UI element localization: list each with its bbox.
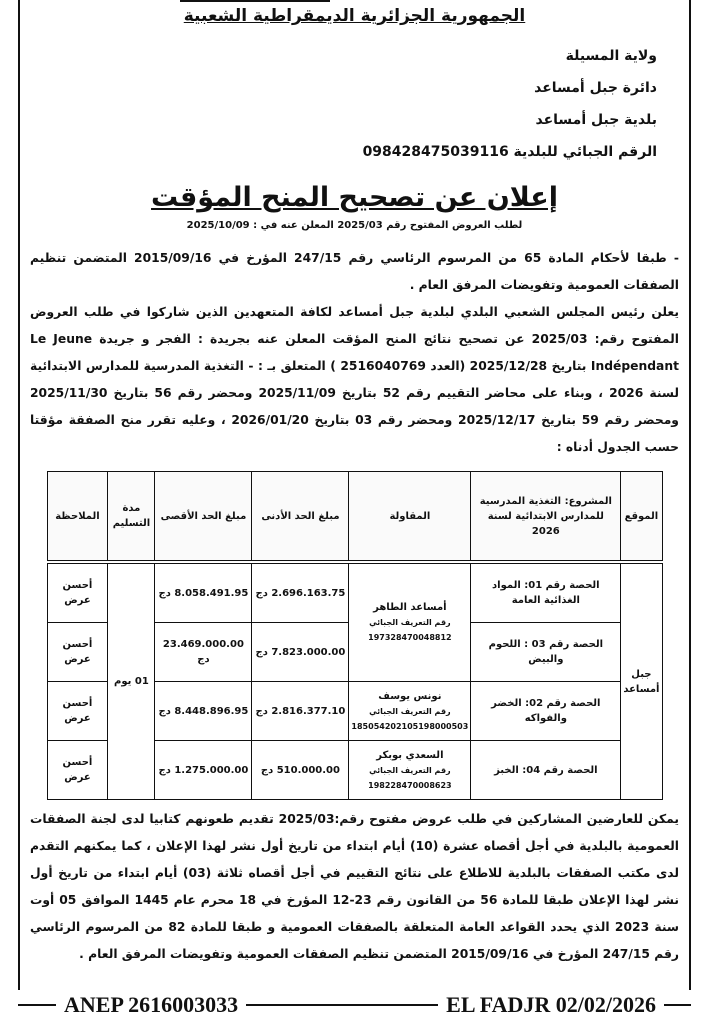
min-amount-cell: 7.823.000.00 دج [252, 623, 349, 682]
contractor-name: نونس يوسف [378, 690, 442, 702]
max-amount-cell: 23.469.000.00 دج [155, 623, 252, 682]
col-max-amount: مبلغ الحد الأقصى [155, 472, 252, 563]
contractor-tax-id: 185054202105198000503 [351, 721, 469, 731]
delay-cell: 01 يوم [108, 562, 155, 800]
tax-id-label: رقم التعريف الجبائي [369, 765, 451, 775]
table-row [47, 562, 662, 623]
col-contractor: المقاولة [349, 472, 471, 563]
contractor-tax-id: 197328470048812 [368, 633, 452, 642]
award-table [47, 471, 663, 800]
contractor-cell [349, 562, 471, 682]
tax-id: الرقم الجبائي للبلدية 098428475039116 [362, 144, 657, 160]
footer-line-middle [246, 1004, 438, 1006]
footer-line-left [18, 1004, 56, 1006]
lot-cell: الحصة رقم 03 : اللحوم والبيض [471, 623, 621, 682]
anep-number: ANEP 2616003033 [64, 992, 239, 1017]
contractor-tax-id: 198228470008623 [368, 780, 452, 790]
max-amount-cell: 8.448.896.95 دج [155, 682, 252, 741]
lot-cell: الحصة رقم 01: المواد الغذائية العامة [471, 562, 621, 623]
note-cell: أحسن عرض [47, 562, 108, 623]
location-cell: جبل أمساعد [621, 562, 662, 800]
contractor-name: أمساعد الطاهر [373, 602, 447, 613]
max-amount-cell: 1.275.000.00 دج [155, 741, 252, 800]
tax-id-label: رقم التعريف الجبائي [369, 706, 451, 716]
col-location: الموقع [621, 472, 662, 563]
contractor-cell [349, 741, 471, 800]
note-cell: أحسن عرض [47, 623, 108, 682]
min-amount-cell: 2.816.377.10 دج [252, 682, 349, 741]
min-amount-cell: 2.696.163.75 دج [252, 562, 349, 623]
daira: دائرة جبل أمساعد [534, 80, 657, 96]
notice-subtitle: لطلب العروض المفتوح رقم 2025/03 المعلن عنه في : 2025/10/09 [186, 220, 523, 231]
notice-frame [18, 0, 691, 990]
lot-cell: الحصة رقم 04: الخبز [471, 741, 621, 800]
footer-line-right [664, 1004, 691, 1006]
min-amount-cell: 510.000.00 دج [252, 741, 349, 800]
legal-basis-paragraph: - طبقا لأحكام المادة 65 من المرسوم الرئاسي رقم 247/15 المؤرخ في 2015/09/16 المتضمن تنظيم الصفقات العمومية وتفويضات المرفق العام . [30, 251, 679, 292]
col-delivery-delay: مدة التسليم [108, 472, 155, 563]
wilaya: ولاية المسيلة [565, 48, 657, 64]
republic-heading: الجمهورية الجزائرية الديمقراطية الشعبية [183, 6, 526, 26]
appeal-paragraph: يمكن للعارضين المشاركين في طلب عروض مفتوح رقم:2025/03 تقديم طعونهم كتابيا لدى لجنة الصفقات العمومية بالبلدية في أجل أقصاه عشرة (10) أيام ابتداء من تاريخ أول نشر لهذا الإعلان ، كما يمكنهم التقدم لدى مكتب الصفقات بالبلدية للاطلاع على نتائج التقييم في أجل أقصاه ثلاثة (03) أيام ابتداء من تاريخ أول نشر لهذا الإعلان طبقا للمادة 56 من القانون رقم 23-12 المؤرخ في 18 محرم عام 1445 الموافق 05 أوت سنة 2023 الذي يحدد القواعد العامة المتعلقة بالصفقات العمومية و طبقا للمادة 82 من المرسوم الرئاسي رقم 247/15 المؤرخ في 2015/09/16 المتضمن تنظيم الصفقات العمومية وتفويضات المرفق العام . [30, 812, 680, 961]
max-amount-cell: 8.058.491.95 دج [155, 562, 252, 623]
contractor-name: السعدي بوبكر [376, 749, 444, 761]
announcement-paragraph: يعلن رئيس المجلس الشعبي البلدي لبلدية جبل أمساعد لكافة المتعهدين الذين شاركوا في طلب العروض المفتوح رقم: 2025/03 عن تصحيح نتائج المنح المؤقت المعلن عنه بجريدة : الفجر و جريدة Le Jeune Indépendant بتاريخ 2025/12/28 (العدد 2516040769 ) المتعلق بـ : - التغذية المدرسية للمدارس الابتدائية لسنة 2026 ، وبناء على محاضر التقييم رقم 52 بتاريخ 2025/11/09 ومحضر رقم 56 بتاريخ 2025/11/30 ومحضر رقم 59 بتاريخ 2025/12/17 ومحضر رقم 03 بتاريخ 2026/01/20 ، وعليه تقرر منح الصفقة مؤقتا حسب الجدول أدناه : [30, 305, 679, 454]
contractor-cell [349, 682, 471, 741]
note-cell: أحسن عرض [47, 741, 108, 800]
newspaper-date: EL FADJR 02/02/2026 [446, 992, 656, 1017]
notice-title: إعلان عن تصحيح المنح المؤقت [151, 182, 558, 213]
commune: بلدية جبل أمساعد [535, 112, 657, 128]
tax-id-label: رقم التعريف الجبائي [369, 618, 451, 627]
table-header-row [47, 472, 662, 563]
col-project: المشروع: التغذية المدرسية للمدارس الابتدائية لسنة 2026 [471, 472, 621, 563]
footer [18, 990, 691, 1020]
col-min-amount: مبلغ الحد الأدنى [252, 472, 349, 563]
col-note: الملاحظة [47, 472, 108, 563]
note-cell: أحسن عرض [47, 682, 108, 741]
lot-cell: الحصة رقم 02: الخضر والفواكه [471, 682, 621, 741]
